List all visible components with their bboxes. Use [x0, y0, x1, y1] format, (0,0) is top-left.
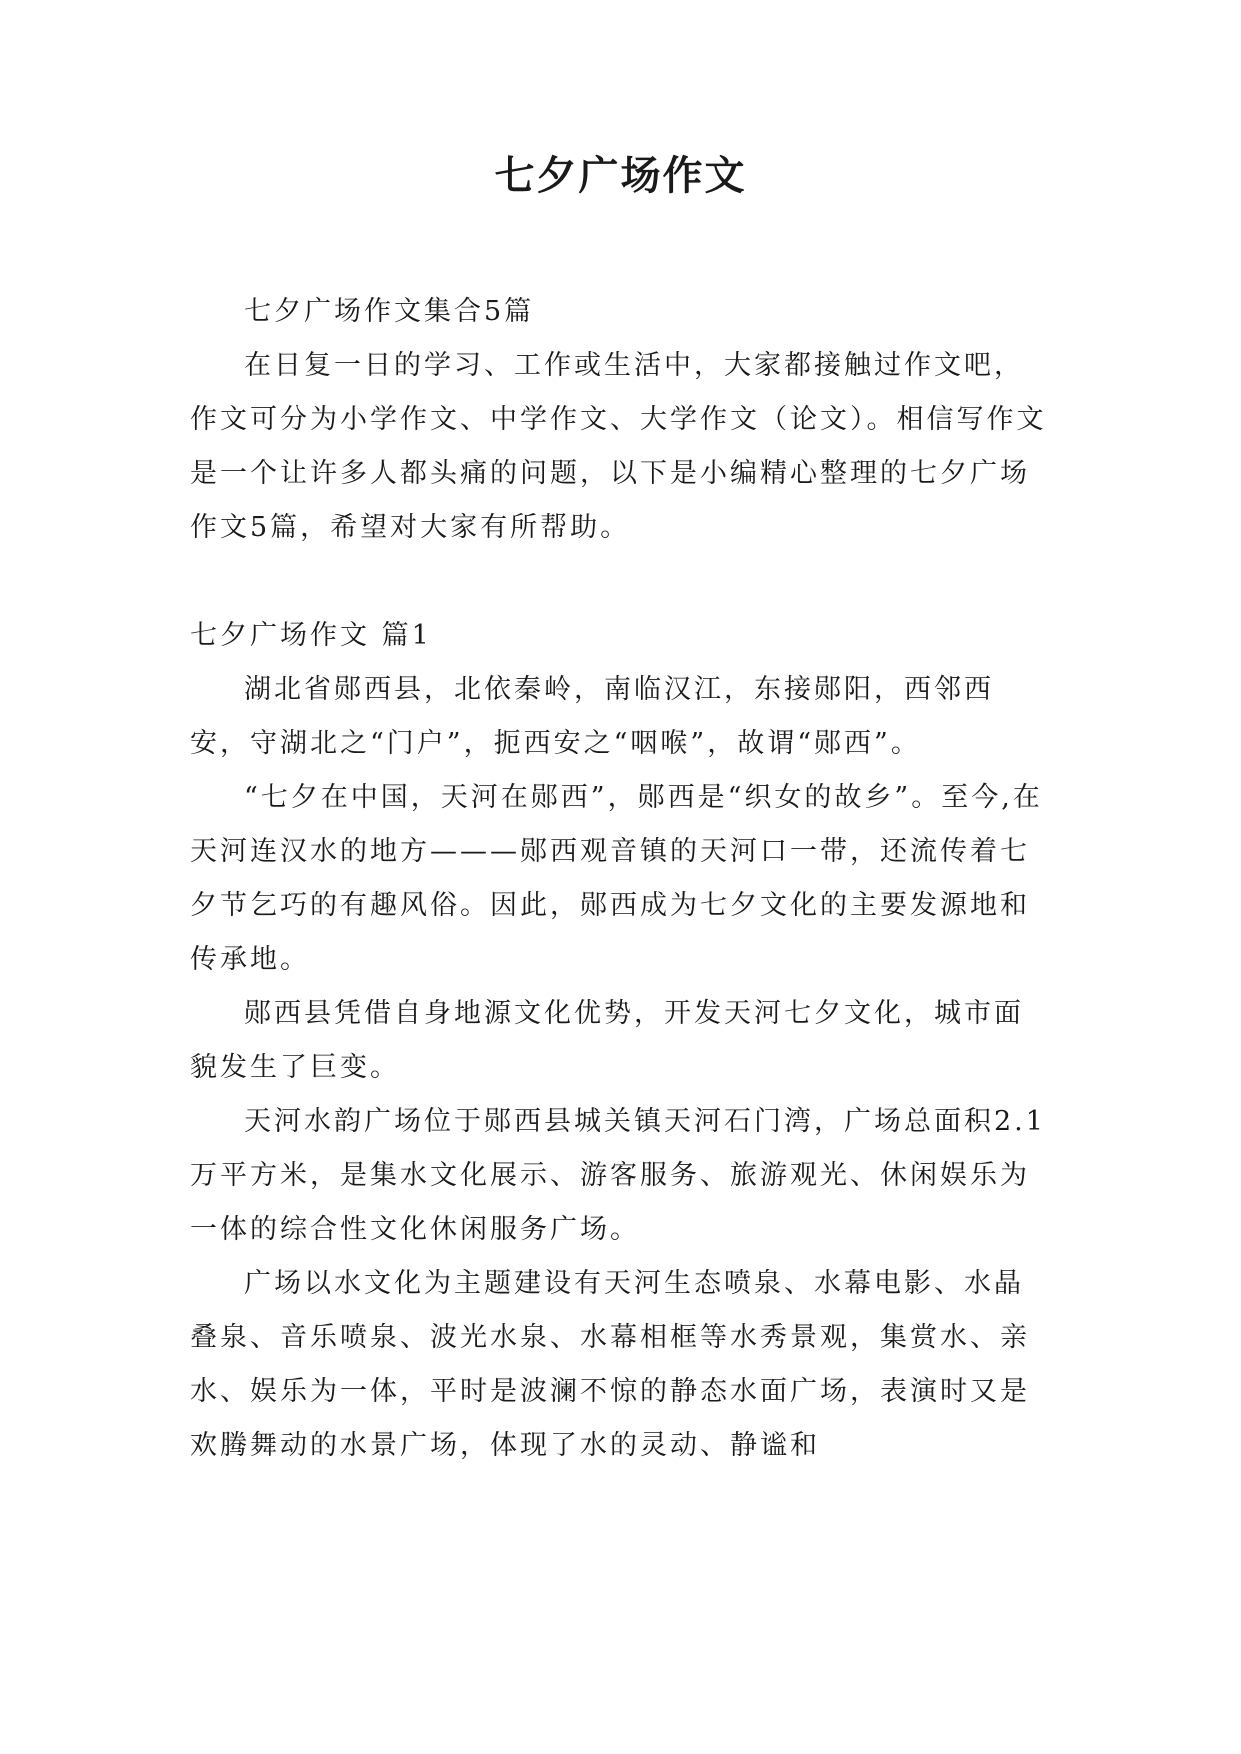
document-title: 七夕广场作文: [494, 152, 747, 199]
body-paragraph-3: 郧西县凭借自身地源文化优势，开发天河七夕文化，城市面貌发生了巨变。: [190, 998, 1024, 1083]
document-body: [190, 285, 1050, 1473]
body-paragraph-2: “七夕在中国，天河在郧西”，郧西是“织女的故乡”。至今,在天河连汉水的地方———郧西观音镇的天河口一带，还流传着七夕节乞巧的有趣风俗。因此，郧西成为七夕文化的主要发源地和传承地。: [190, 782, 1043, 975]
document-subtitle: 七夕广场作文集合5篇: [244, 296, 535, 327]
section-heading: 七夕广场作文 篇1: [190, 620, 432, 651]
body-paragraph-4: 天河水韵广场位于郧西县城关镇天河石门湾，广场总面积2.1万平方米，是集水文化展示、游客服务、旅游观光、休闲娱乐为一体的综合性文化休闲服务广场。: [190, 1106, 1046, 1245]
intro-paragraph: 在日复一日的学习、工作或生活中，大家都接触过作文吧，作文可分为小学作文、中学作文、大学作文（论文）。相信写作文是一个让许多人都头痛的问题，以下是小编精心整理的七夕广场作文5篇，希望对大家有所帮助。: [190, 350, 1047, 543]
body-paragraph-1: 湖北省郧西县，北依秦岭，南临汉江，东接郧阳，西邻西安，守湖北之“门户”，扼西安之“咽喉”，故谓“郧西”。: [190, 674, 994, 759]
body-paragraph-5: 广场以水文化为主题建设有天河生态喷泉、水幕电影、水晶叠泉、音乐喷泉、波光水泉、水幕相框等水秀景观，集赏水、亲水、娱乐为一体，平时是波澜不惊的静态水面广场，表演时又是欢腾舞动的水景广场，体现了水的灵动、静谧和: [190, 1268, 1030, 1461]
section-spacer: [190, 555, 1050, 609]
